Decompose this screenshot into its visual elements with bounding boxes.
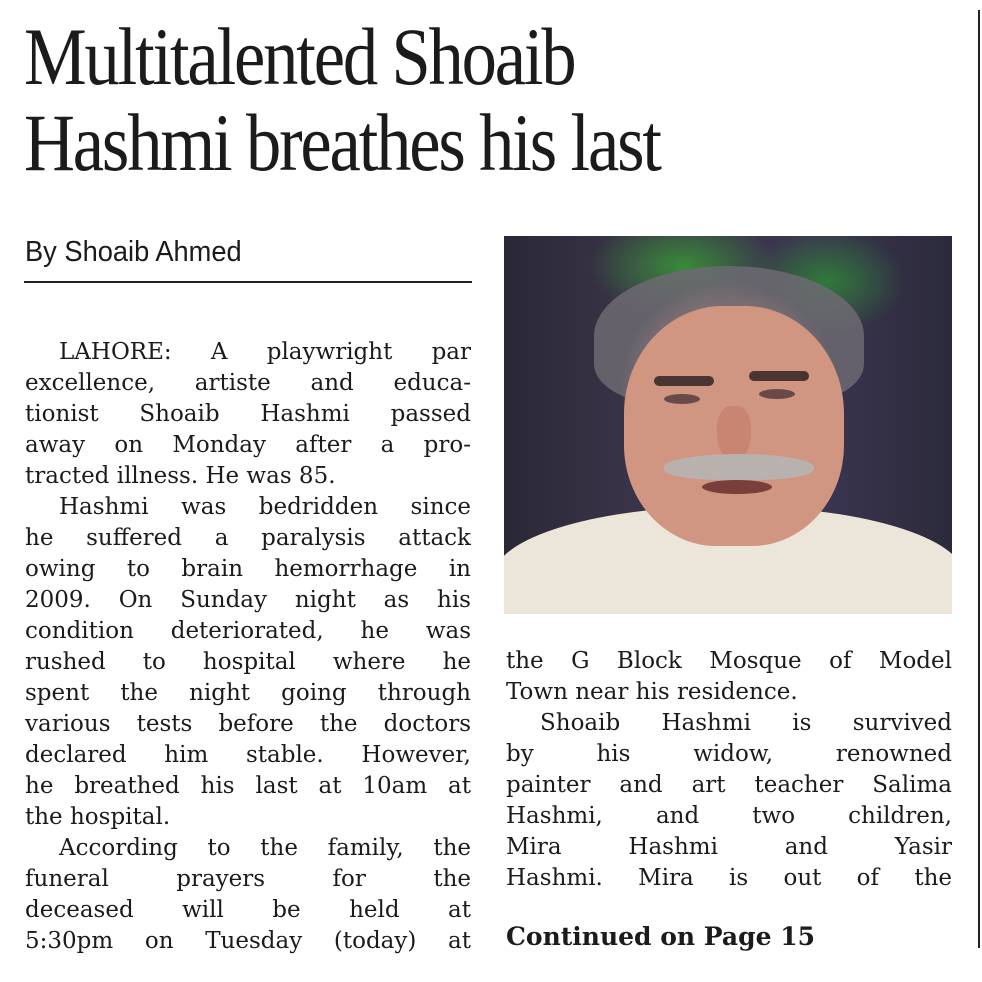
- text-line: the hospital.: [25, 804, 171, 830]
- text-line: rushed to hospital where he: [25, 649, 471, 675]
- text-line: he breathed his last at 10am at: [25, 773, 471, 799]
- headline-line-2: Hashmi breathes his last: [24, 97, 660, 188]
- text-line: painter and art teacher Salima: [506, 772, 952, 798]
- photo-mouth: [702, 480, 772, 494]
- text-line: tionist Shoaib Hashmi passed: [25, 401, 471, 427]
- text-line: by his widow, renowned: [506, 741, 952, 767]
- photo-nose: [717, 406, 751, 461]
- photo-mustache: [664, 454, 814, 480]
- portrait-photo: [504, 236, 952, 614]
- text-line: Town near his residence.: [506, 679, 798, 705]
- text-line: Hashmi, and two children,: [506, 803, 952, 829]
- text-line: LAHORE: A playwright par: [59, 339, 471, 365]
- text-line: Hashmi. Mira is out of the: [506, 865, 952, 891]
- text-line: 2009. On Sunday night as his: [25, 587, 471, 613]
- text-line: tracted illness. He was 85.: [25, 463, 336, 489]
- text-line: spent the night going through: [25, 680, 471, 706]
- article-column-right: [506, 646, 952, 894]
- text-line: 5:30pm on Tuesday (today) at: [25, 928, 471, 954]
- text-line: funeral prayers for the: [25, 866, 471, 892]
- byline: By Shoaib Ahmed: [25, 236, 242, 268]
- continued-on-page: Continued on Page 15: [506, 922, 815, 951]
- text-line: declared him stable. However,: [25, 742, 471, 768]
- photo-eye: [759, 389, 795, 399]
- text-line: away on Monday after a pro-: [25, 432, 471, 458]
- headline: [24, 11, 824, 188]
- text-line: excellence, artiste and educa-: [25, 370, 471, 396]
- photo-brow: [654, 376, 714, 386]
- photo-brow: [749, 371, 809, 381]
- text-line: owing to brain hemorrhage in: [25, 556, 471, 582]
- text-line: the G Block Mosque of Model: [506, 648, 952, 674]
- text-line: Hashmi was bedridden since: [59, 494, 471, 520]
- photo-eye: [664, 394, 700, 404]
- text-line: According to the family, the: [59, 835, 471, 861]
- text-line: he suffered a paralysis attack: [25, 525, 471, 551]
- text-line: Shoaib Hashmi is survived: [540, 710, 952, 736]
- headline-line-1: Multitalented Shoaib: [24, 11, 575, 102]
- column-divider: [978, 10, 980, 948]
- text-line: deceased will be held at: [25, 897, 471, 923]
- byline-rule: [24, 281, 472, 283]
- text-line: condition deteriorated, he was: [25, 618, 471, 644]
- text-line: various tests before the doctors: [25, 711, 471, 737]
- article-column-left: [25, 337, 471, 957]
- text-line: Mira Hashmi and Yasir: [506, 834, 952, 860]
